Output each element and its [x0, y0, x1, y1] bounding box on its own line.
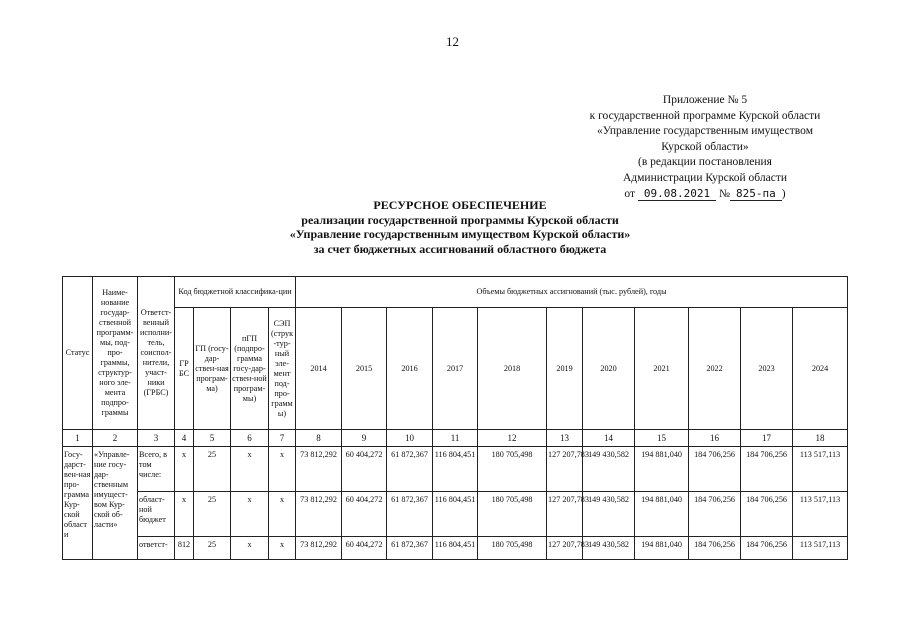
value-cell: 180 705,498: [478, 537, 547, 560]
header-year: 2019: [547, 308, 583, 430]
value-cell: 61 872,367: [387, 447, 433, 492]
value-cell: 149 430,582: [583, 447, 635, 492]
column-number: 13: [547, 430, 583, 447]
table-row: [63, 447, 848, 492]
value-cell: 113 517,113: [793, 492, 848, 537]
header-sep: СЭП (струк-тур-ный эле-мент под-про-граммы): [269, 308, 296, 430]
title-line-1: РЕСУРСНОЕ ОБЕСПЕЧЕНИЕ: [373, 198, 547, 212]
header-row-2: [63, 308, 848, 430]
column-number: 15: [635, 430, 689, 447]
value-cell: 113 517,113: [793, 447, 848, 492]
grbs-cell: x: [175, 447, 194, 492]
header-year: 2022: [689, 308, 741, 430]
title-line-4: за счет бюджетных ассигнований областного бюджета: [313, 241, 607, 256]
value-cell: 60 404,272: [342, 492, 387, 537]
value-cell: 194 881,040: [635, 537, 689, 560]
gp-cell: 25: [194, 447, 231, 492]
header-year: 2024: [793, 308, 848, 430]
gp-cell: 25: [194, 492, 231, 537]
value-cell: 113 517,113: [793, 537, 848, 560]
gp-cell: 25: [194, 537, 231, 560]
value-cell: 184 706,256: [741, 447, 793, 492]
document-title: [120, 198, 800, 256]
appendix-line-4: Курской области»: [661, 140, 749, 153]
closing-paren: ): [781, 188, 786, 200]
header-status: Статус: [63, 277, 93, 430]
appendix-line-1: Приложение № 5: [662, 94, 748, 106]
header-volume-group: Объемы бюджетных ассигнований (тыс. рублей), годы: [296, 277, 848, 308]
column-number: 8: [296, 430, 342, 447]
value-cell: 60 404,272: [342, 447, 387, 492]
value-cell: 60 404,272: [342, 537, 387, 560]
value-cell: 149 430,582: [583, 537, 635, 560]
column-number: 10: [387, 430, 433, 447]
header-code-group: Код бюджетной классифика-ции: [175, 277, 296, 308]
appendix-line-3: «Управление государственным имуществом: [597, 125, 813, 137]
appendix-line-2: к государственной программе Курской области: [589, 109, 821, 122]
column-number: 6: [231, 430, 269, 447]
table-row: [63, 537, 848, 560]
header-year: 2015: [342, 308, 387, 430]
value-cell: 184 706,256: [689, 537, 741, 560]
column-number: 16: [689, 430, 741, 447]
value-cell: 180 705,498: [478, 492, 547, 537]
status-cell: Госу-дарст-вен-ная про-грамма Кур-ской области: [63, 447, 93, 560]
column-number: 1: [63, 430, 93, 447]
value-cell: 116 804,451: [433, 447, 478, 492]
header-grbs: ГР БС: [175, 308, 194, 430]
column-number: 3: [138, 430, 175, 447]
column-number-row: [63, 430, 848, 447]
title-line-2: реализации государственной программы Курской области: [301, 212, 619, 227]
page-number: 12: [446, 34, 459, 49]
table-row: [63, 492, 848, 537]
column-number: 2: [93, 430, 138, 447]
appendix-line-5: (в редакции постановления: [638, 156, 772, 168]
column-number: 11: [433, 430, 478, 447]
column-number: 18: [793, 430, 848, 447]
value-cell: 61 872,367: [387, 492, 433, 537]
value-cell: 184 706,256: [689, 492, 741, 537]
header-year: 2023: [741, 308, 793, 430]
resolution-number: 825-па: [730, 187, 782, 201]
executor-cell: област-ной бюджет: [138, 492, 175, 537]
value-cell: 194 881,040: [635, 447, 689, 492]
header-year: 2021: [635, 308, 689, 430]
sep-cell: x: [269, 447, 296, 492]
value-cell: 127 207,783: [547, 447, 583, 492]
title-line-3: «Управление государственным имуществом Курской области»: [289, 227, 631, 241]
number-prefix: №: [719, 188, 730, 200]
column-number: 7: [269, 430, 296, 447]
value-cell: 184 706,256: [689, 447, 741, 492]
header-year: 2017: [433, 308, 478, 430]
appendix-header: [560, 93, 850, 203]
header-executor: Ответст-венный исполни-тель, соиспол-нители, участ-ники (ГРБС): [138, 277, 175, 430]
header-year: 2020: [583, 308, 635, 430]
column-number: 12: [478, 430, 547, 447]
sep-cell: x: [269, 537, 296, 560]
value-cell: 184 706,256: [741, 492, 793, 537]
sep-cell: x: [269, 492, 296, 537]
header-year: 2014: [296, 308, 342, 430]
header-row-1: [63, 277, 848, 308]
column-number: 14: [583, 430, 635, 447]
value-cell: 61 872,367: [387, 537, 433, 560]
executor-cell: Всего, в том числе:: [138, 447, 175, 492]
value-cell: 73 812,292: [296, 537, 342, 560]
program-name-cell: «Управле-ние госу-дар-ственным имущест-вом Кур-ской об-ласти»: [93, 447, 138, 560]
value-cell: 127 207,783: [547, 537, 583, 560]
value-cell: 116 804,451: [433, 492, 478, 537]
header-year: 2016: [387, 308, 433, 430]
column-number: 9: [342, 430, 387, 447]
date-prefix: от: [624, 188, 636, 200]
grbs-cell: 812: [175, 537, 194, 560]
value-cell: 73 812,292: [296, 492, 342, 537]
header-year: 2018: [478, 308, 547, 430]
value-cell: 194 881,040: [635, 492, 689, 537]
value-cell: 184 706,256: [741, 537, 793, 560]
executor-cell: ответст-: [138, 537, 175, 560]
resource-table: [62, 276, 848, 560]
value-cell: 127 207,783: [547, 492, 583, 537]
value-cell: 180 705,498: [478, 447, 547, 492]
column-number: 17: [741, 430, 793, 447]
column-number: 5: [194, 430, 231, 447]
header-name: Наиме-нование государ-ственной программ-мы, под-про-граммы, структур-ного эле-мента подпро-граммы: [93, 277, 138, 430]
value-cell: 73 812,292: [296, 447, 342, 492]
value-cell: 116 804,451: [433, 537, 478, 560]
appendix-line-6: Администрации Курской области: [623, 171, 787, 184]
pgp-cell: x: [231, 492, 269, 537]
header-gp: ГП (госу-дар-ствен-ная програм-ма): [194, 308, 231, 430]
value-cell: 149 430,582: [583, 492, 635, 537]
column-number: 4: [175, 430, 194, 447]
header-pgp: пГП (подпро-грамма госу-дар-ствен-ной програм-мы): [231, 308, 269, 430]
grbs-cell: x: [175, 492, 194, 537]
resolution-date: 09.08.2021: [638, 187, 716, 201]
pgp-cell: x: [231, 447, 269, 492]
pgp-cell: x: [231, 537, 269, 560]
